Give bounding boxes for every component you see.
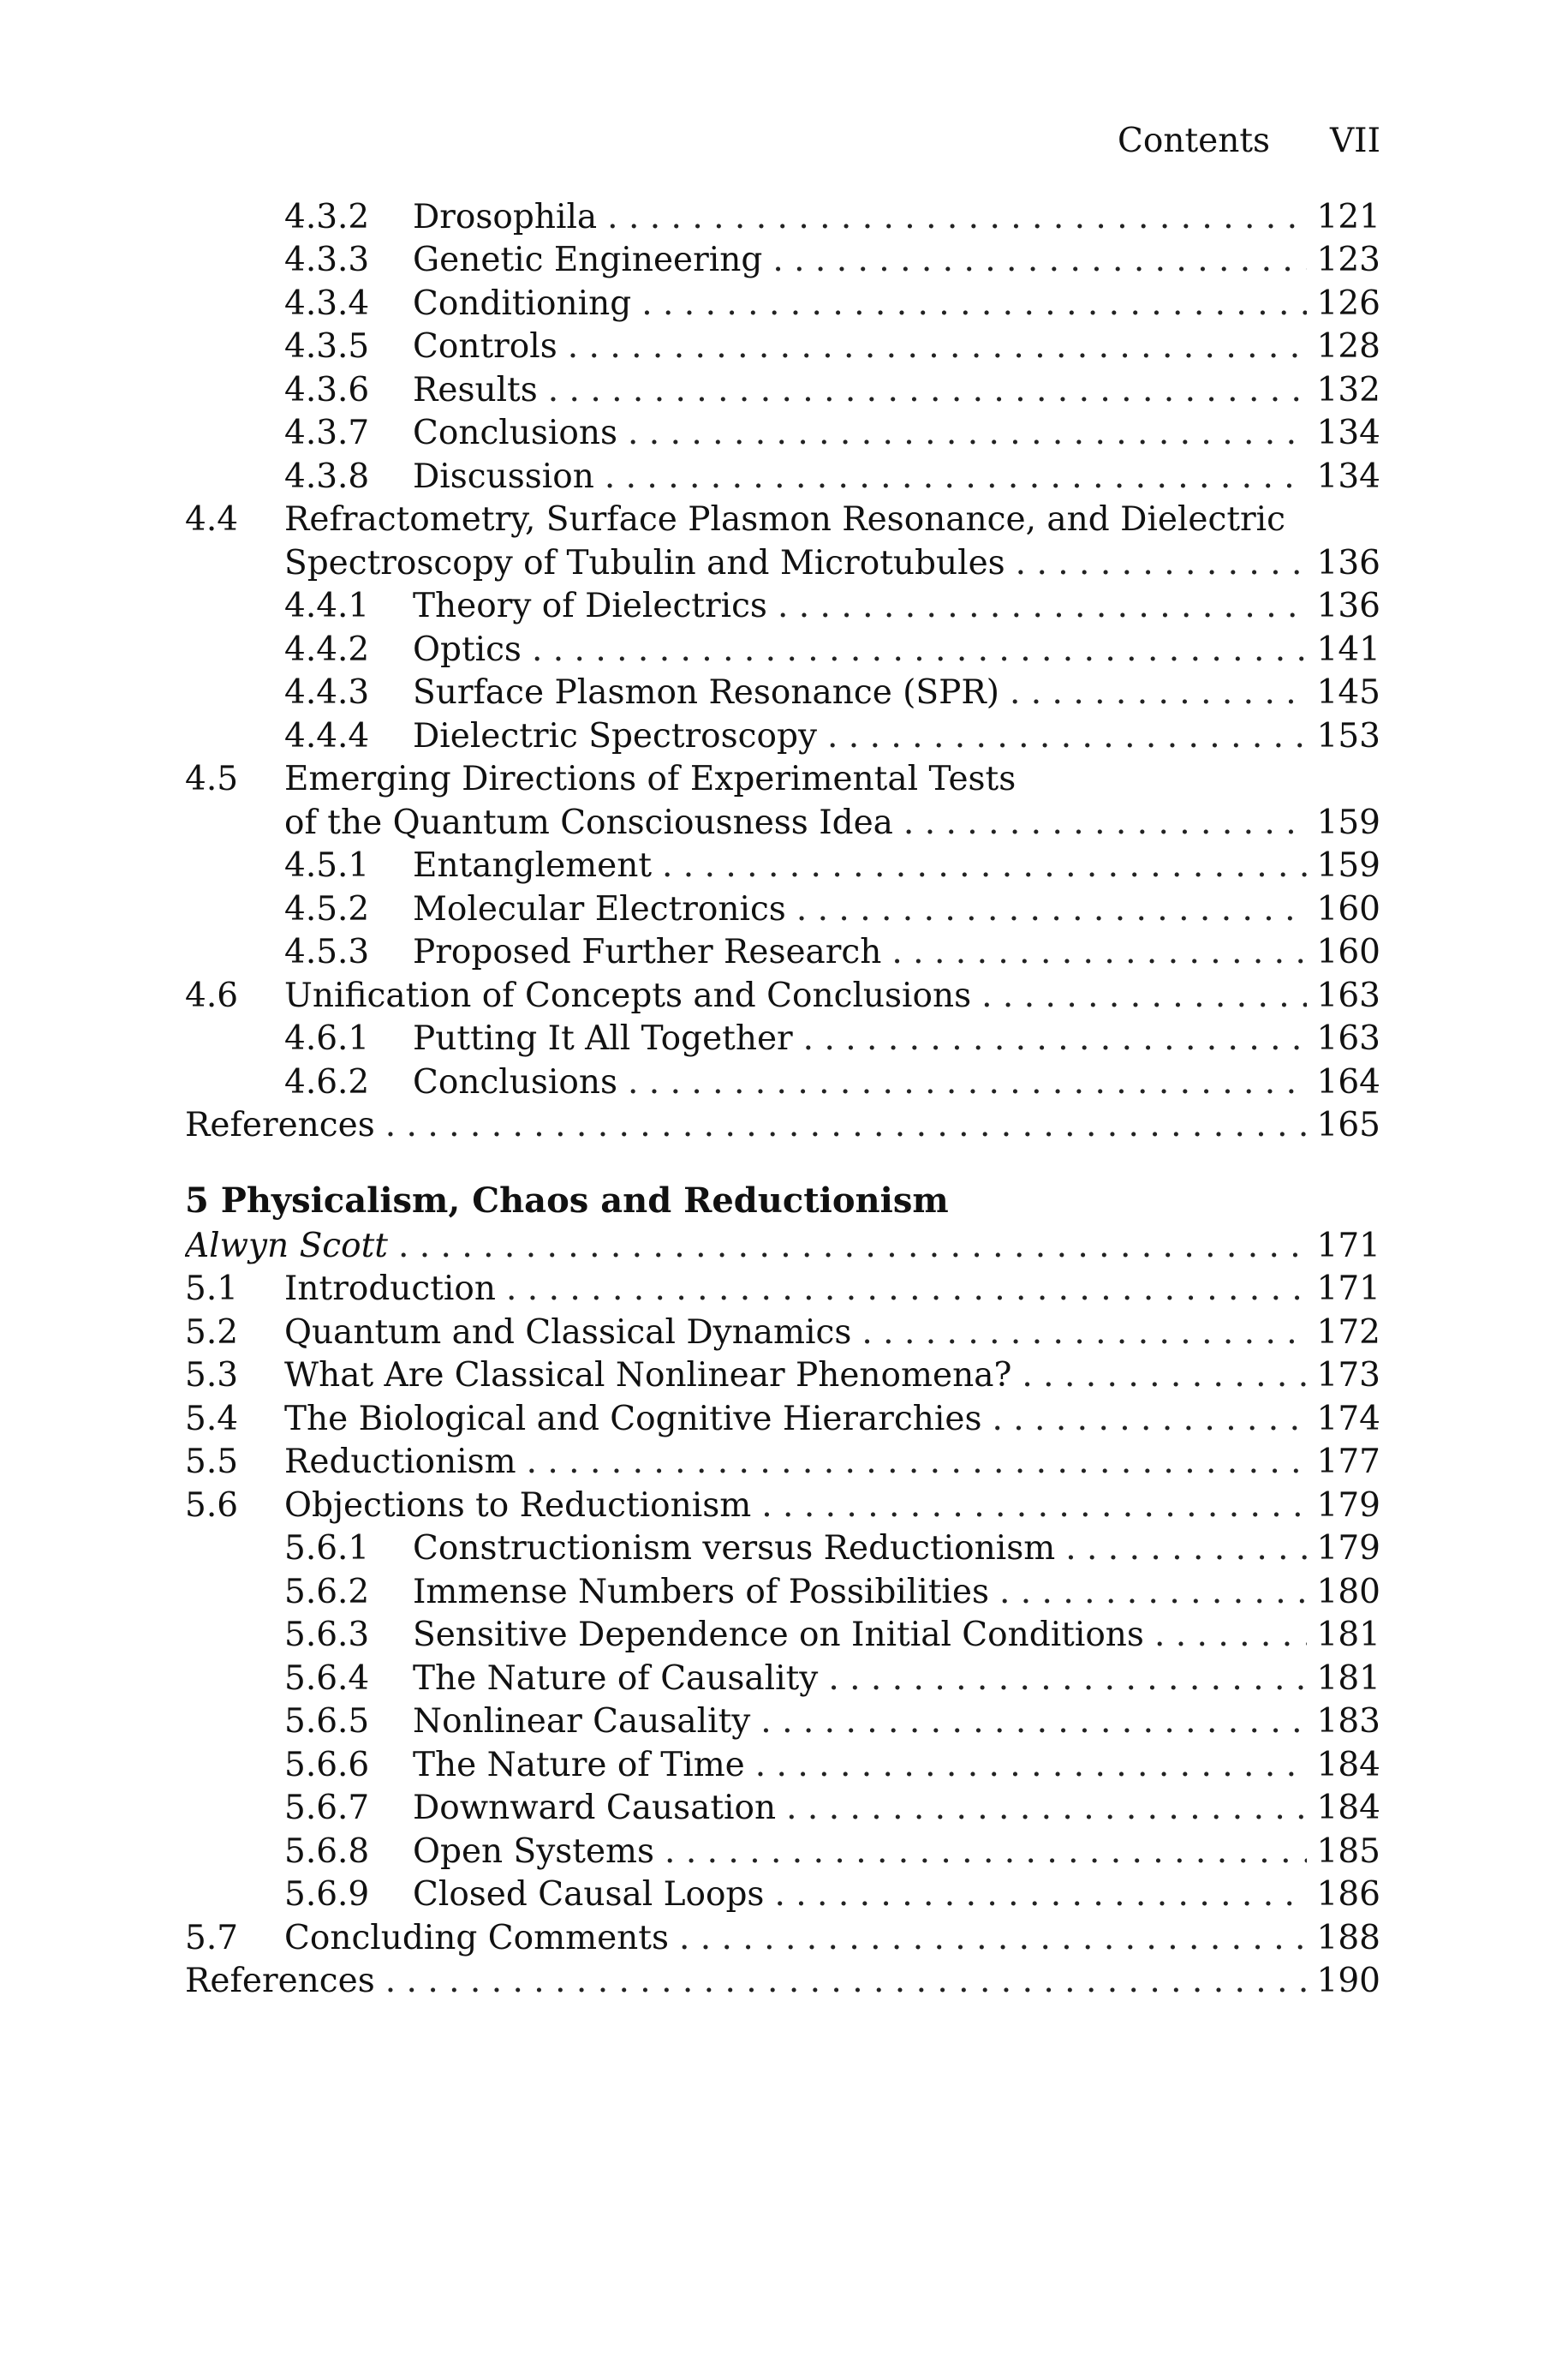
toc-entry-title: Theory of Dielectrics (413, 587, 767, 626)
toc-entry-page: 184 (1316, 1789, 1380, 1828)
toc-entry-page: 128 (1316, 327, 1380, 367)
toc-leader-dots (527, 1443, 1307, 1481)
toc-entry-number: 5.6.9 (284, 1875, 370, 1915)
toc-entry[interactable] (185, 931, 1380, 975)
toc-leader-dots (760, 1702, 1306, 1741)
toc-leader-dots (628, 414, 1307, 452)
toc-entry-page: 163 (1316, 1019, 1380, 1059)
chapter-title: 5 Physicalism, Chaos and Reductionism (185, 1180, 949, 1221)
toc-entry-number: 5.4 (185, 1399, 239, 1438)
toc-entry[interactable] (185, 672, 1380, 715)
toc-leader-dots (981, 977, 1306, 1015)
section-gap (185, 1147, 1380, 1176)
toc-leader-dots (862, 1313, 1306, 1352)
toc-leader-dots (506, 1270, 1307, 1308)
toc-entry[interactable] (185, 1916, 1380, 1960)
toc-entry-number: 4.3.8 (284, 457, 370, 496)
toc-entry-page: 179 (1316, 1529, 1380, 1568)
toc-entry-page: 163 (1316, 976, 1380, 1015)
toc-entry-page: 179 (1316, 1485, 1380, 1525)
toc-entry[interactable] (185, 282, 1380, 326)
toc-entry-page: 136 (1316, 587, 1380, 626)
toc-entry-number: 5.6.6 (284, 1745, 370, 1784)
toc-entry-page: 145 (1316, 673, 1380, 713)
toc-entry[interactable] (185, 1354, 1380, 1398)
toc-entry-title: References (185, 1106, 375, 1145)
chapter-heading[interactable] (185, 1176, 1380, 1224)
toc-entry-number: 4.5.2 (284, 889, 370, 929)
toc-entry[interactable] (185, 1441, 1380, 1485)
toc-entry[interactable] (185, 1268, 1380, 1311)
toc-leader-dots (605, 457, 1307, 496)
toc-entry-page: 174 (1316, 1399, 1380, 1438)
toc-entry-page: 190 (1316, 1962, 1380, 2001)
toc-entry[interactable] (185, 1700, 1380, 1744)
toc-leader-dots (628, 1063, 1307, 1102)
toc-block-chapter-5 (185, 1224, 1380, 2003)
toc-leader-dots (992, 1400, 1306, 1438)
toc-entry-page: 185 (1316, 1831, 1380, 1871)
toc-block-chapter-4 (185, 195, 1380, 1147)
toc-leader-dots (803, 1019, 1307, 1058)
toc-entry[interactable] (185, 326, 1380, 369)
toc-entry-number: 4.6.2 (284, 1062, 370, 1102)
toc-entry-page: 159 (1316, 803, 1380, 842)
toc-entry[interactable] (185, 1873, 1380, 1917)
toc-entry-page: 134 (1316, 457, 1380, 496)
toc-entry[interactable] (185, 1657, 1380, 1700)
toc-entry[interactable] (185, 1311, 1380, 1354)
toc-entry[interactable] (185, 1960, 1380, 2004)
toc-entry-title: The Nature of Causality (413, 1658, 819, 1698)
toc-entry[interactable] (185, 1018, 1380, 1061)
toc-leader-dots (385, 1962, 1307, 2000)
toc-entry-page: 177 (1316, 1443, 1380, 1482)
toc-entry-title: References (185, 1962, 375, 2001)
toc-entry-title: Closed Causal Loops (413, 1875, 765, 1915)
toc-entry-number: 5.6 (185, 1485, 239, 1525)
toc-leader-dots (903, 804, 1307, 842)
toc-entry-page: 160 (1316, 889, 1380, 929)
toc-entry-title: Refractometry, Surface Plasmon Resonance, and Dielectric (284, 500, 1285, 540)
toc-entry[interactable] (185, 1830, 1380, 1873)
toc-entry[interactable] (185, 1570, 1380, 1614)
toc-entry-number: 4.3.3 (284, 241, 370, 280)
toc-entry-title: Surface Plasmon Resonance (SPR) (413, 673, 999, 713)
toc-entry[interactable] (185, 1104, 1380, 1148)
toc-entry-title: Genetic Engineering (413, 241, 763, 280)
toc-leader-dots (755, 1746, 1307, 1784)
toc-entry-title: What Are Classical Nonlinear Phenomena? (284, 1356, 1012, 1395)
toc-entry-title: Concluding Comments (284, 1918, 669, 1957)
toc-entry[interactable] (185, 1614, 1380, 1658)
toc-leader-dots (662, 846, 1307, 885)
toc-entry-page: 159 (1316, 846, 1380, 886)
toc-entry-title: The Nature of Time (413, 1745, 745, 1784)
toc-entry[interactable] (185, 714, 1380, 758)
toc-leader-dots (548, 371, 1307, 409)
toc-leader-dots (796, 890, 1307, 929)
toc-entry-title: Conclusions (413, 1062, 617, 1102)
toc-entry-page: 173 (1316, 1356, 1380, 1395)
toc-entry[interactable] (185, 801, 1380, 845)
toc-leader-dots (1065, 1529, 1306, 1568)
toc-entry-number: 4.6 (185, 976, 239, 1015)
toc-entry-title: Molecular Electronics (413, 889, 786, 929)
toc-leader-dots (761, 1486, 1306, 1525)
toc-entry-number: 5.6.8 (284, 1831, 370, 1871)
toc-leader-dots (827, 717, 1307, 756)
toc-entry-title: Introduction (284, 1270, 496, 1309)
toc-entry[interactable] (185, 585, 1380, 629)
running-header (185, 118, 1380, 163)
toc-entry-number: 4.3.7 (284, 414, 370, 453)
toc-entry-number: 4.4.4 (284, 716, 370, 756)
toc-entry-number: 4.5 (185, 760, 239, 799)
toc-leader-dots (778, 587, 1307, 625)
toc-entry-page: 123 (1316, 241, 1380, 280)
toc-entry-title: Quantum and Classical Dynamics (284, 1312, 852, 1352)
page-number: VII (1330, 121, 1380, 160)
toc-entry-page: 171 (1316, 1226, 1380, 1265)
toc-entry-title: Results (413, 370, 538, 409)
toc-entry[interactable] (185, 499, 1380, 542)
toc-entry-number: 4.4.3 (284, 673, 370, 713)
toc-entry-title: Unification of Concepts and Conclusions (284, 976, 972, 1015)
toc-entry-number: 5.6.2 (284, 1572, 370, 1611)
toc-entry-number: 5.5 (185, 1443, 239, 1482)
toc-entry-page: 171 (1316, 1270, 1380, 1309)
toc-entry-number: 4.4 (185, 500, 239, 540)
toc-leader-dots (1016, 544, 1307, 583)
toc-entry-number: 4.3.2 (284, 197, 370, 236)
toc-entry[interactable] (185, 412, 1380, 456)
toc-entry-page: 184 (1316, 1745, 1380, 1784)
toc-entry-title: Alwyn Scott (185, 1226, 388, 1265)
toc-entry-title: Downward Causation (413, 1789, 777, 1828)
toc-entry-number: 5.1 (185, 1270, 239, 1309)
toc-entry-page: 181 (1316, 1616, 1380, 1655)
toc-entry-page: 160 (1316, 933, 1380, 972)
toc-entry-title: Entanglement (413, 846, 652, 886)
toc-entry[interactable] (185, 1397, 1380, 1441)
toc-entry-title: Dielectric Spectroscopy (413, 716, 817, 756)
toc-entry-number: 5.6.7 (284, 1789, 370, 1828)
toc-entry[interactable] (185, 1527, 1380, 1571)
toc-entry-page: 141 (1316, 630, 1380, 669)
toc-entry-title: Optics (413, 630, 522, 669)
toc-entry-page: 153 (1316, 716, 1380, 756)
toc-entry[interactable] (185, 974, 1380, 1018)
toc-entry-title: Objections to Reductionism (284, 1485, 752, 1525)
toc-entry-page: 165 (1316, 1106, 1380, 1145)
toc-entry[interactable] (185, 887, 1380, 931)
toc-entry-number: 5.6.1 (284, 1529, 370, 1568)
table-of-contents (185, 195, 1380, 2003)
toc-leader-dots (786, 1789, 1306, 1827)
toc-entry-page: 188 (1316, 1918, 1380, 1957)
toc-entry-number: 5.6.5 (284, 1702, 370, 1742)
toc-entry[interactable] (185, 195, 1380, 239)
toc-entry[interactable] (185, 1743, 1380, 1787)
toc-entry-title: Spectroscopy of Tubulin and Microtubules (284, 543, 1005, 583)
toc-entry-number: 4.3.6 (284, 370, 370, 409)
toc-entry-page: 134 (1316, 414, 1380, 453)
toc-entry-title: Emerging Directions of Experimental Tests (284, 760, 1017, 799)
toc-entry-title: Putting It All Together (413, 1019, 793, 1059)
toc-entry-page: 172 (1316, 1312, 1380, 1352)
toc-leader-dots (607, 198, 1306, 236)
toc-entry-number: 4.4.2 (284, 630, 370, 669)
toc-entry-title: Open Systems (413, 1831, 655, 1871)
toc-entry-number: 5.6.3 (284, 1616, 370, 1655)
toc-entry-number: 4.5.1 (284, 846, 370, 886)
toc-entry-number: 4.4.1 (284, 587, 370, 626)
toc-entry-page: 183 (1316, 1702, 1380, 1742)
toc-entry[interactable] (185, 1061, 1380, 1104)
toc-leader-dots (999, 1573, 1307, 1611)
toc-entry-title: Sensitive Dependence on Initial Conditions (413, 1616, 1144, 1655)
toc-entry-page: 136 (1316, 543, 1380, 583)
toc-entry-number: 5.3 (185, 1356, 239, 1395)
toc-entry-title: Proposed Further Research (413, 933, 882, 972)
toc-leader-dots (532, 630, 1307, 669)
toc-entry-number: 5.7 (185, 1918, 239, 1957)
toc-leader-dots (1154, 1616, 1307, 1654)
toc-entry-title: Constructionism versus Reductionism (413, 1529, 1056, 1568)
toc-entry-page: 180 (1316, 1572, 1380, 1611)
toc-entry-title: Conclusions (413, 414, 617, 453)
toc-entry-title: of the Quantum Consciousness Idea (284, 803, 893, 842)
toc-entry-title: Reductionism (284, 1443, 516, 1482)
toc-entry-title: Controls (413, 327, 557, 367)
toc-entry[interactable] (185, 541, 1380, 585)
toc-entry-page: 164 (1316, 1062, 1380, 1102)
toc-entry-page: 121 (1316, 197, 1380, 236)
toc-leader-dots (774, 1875, 1306, 1914)
toc-leader-dots (641, 284, 1306, 323)
toc-leader-dots (1022, 1356, 1306, 1395)
toc-entry[interactable] (185, 1484, 1380, 1527)
toc-entry[interactable] (185, 1787, 1380, 1831)
toc-entry-title: Nonlinear Causality (413, 1702, 751, 1742)
toc-entry[interactable] (185, 1224, 1380, 1268)
toc-entry-title: Immense Numbers of Possibilities (413, 1572, 989, 1611)
toc-entry-number: 4.3.4 (284, 284, 370, 323)
toc-leader-dots (568, 327, 1307, 366)
toc-entry-number: 4.3.5 (284, 327, 370, 367)
toc-entry-title: Drosophila (413, 197, 598, 236)
running-header-title: Contents (1118, 121, 1271, 160)
toc-leader-dots (828, 1659, 1306, 1698)
toc-leader-dots (665, 1832, 1307, 1871)
toc-entry[interactable] (185, 758, 1380, 802)
toc-entry-page: 181 (1316, 1658, 1380, 1698)
toc-entry-number: 4.5.3 (284, 933, 370, 972)
toc-entry-title: Conditioning (413, 284, 632, 323)
toc-entry-page: 126 (1316, 284, 1380, 323)
toc-entry-number: 5.2 (185, 1312, 239, 1352)
toc-entry[interactable] (185, 628, 1380, 672)
toc-entry-page: 132 (1316, 370, 1380, 409)
toc-entry-page: 186 (1316, 1875, 1380, 1915)
toc-entry-number: 4.6.1 (284, 1019, 370, 1059)
toc-entry[interactable] (185, 455, 1380, 499)
toc-entry-title: Discussion (413, 457, 594, 496)
toc-leader-dots (772, 241, 1306, 279)
toc-leader-dots (398, 1227, 1307, 1265)
toc-entry-title: The Biological and Cognitive Hierarchies (284, 1399, 982, 1438)
toc-leader-dots (385, 1106, 1307, 1144)
toc-entry[interactable] (185, 239, 1380, 283)
toc-entry-number: 5.6.4 (284, 1658, 370, 1698)
toc-leader-dots (679, 1919, 1307, 1957)
toc-leader-dots (1010, 673, 1307, 712)
toc-entry[interactable] (185, 845, 1380, 888)
toc-leader-dots (891, 933, 1306, 971)
toc-entry[interactable] (185, 368, 1380, 412)
